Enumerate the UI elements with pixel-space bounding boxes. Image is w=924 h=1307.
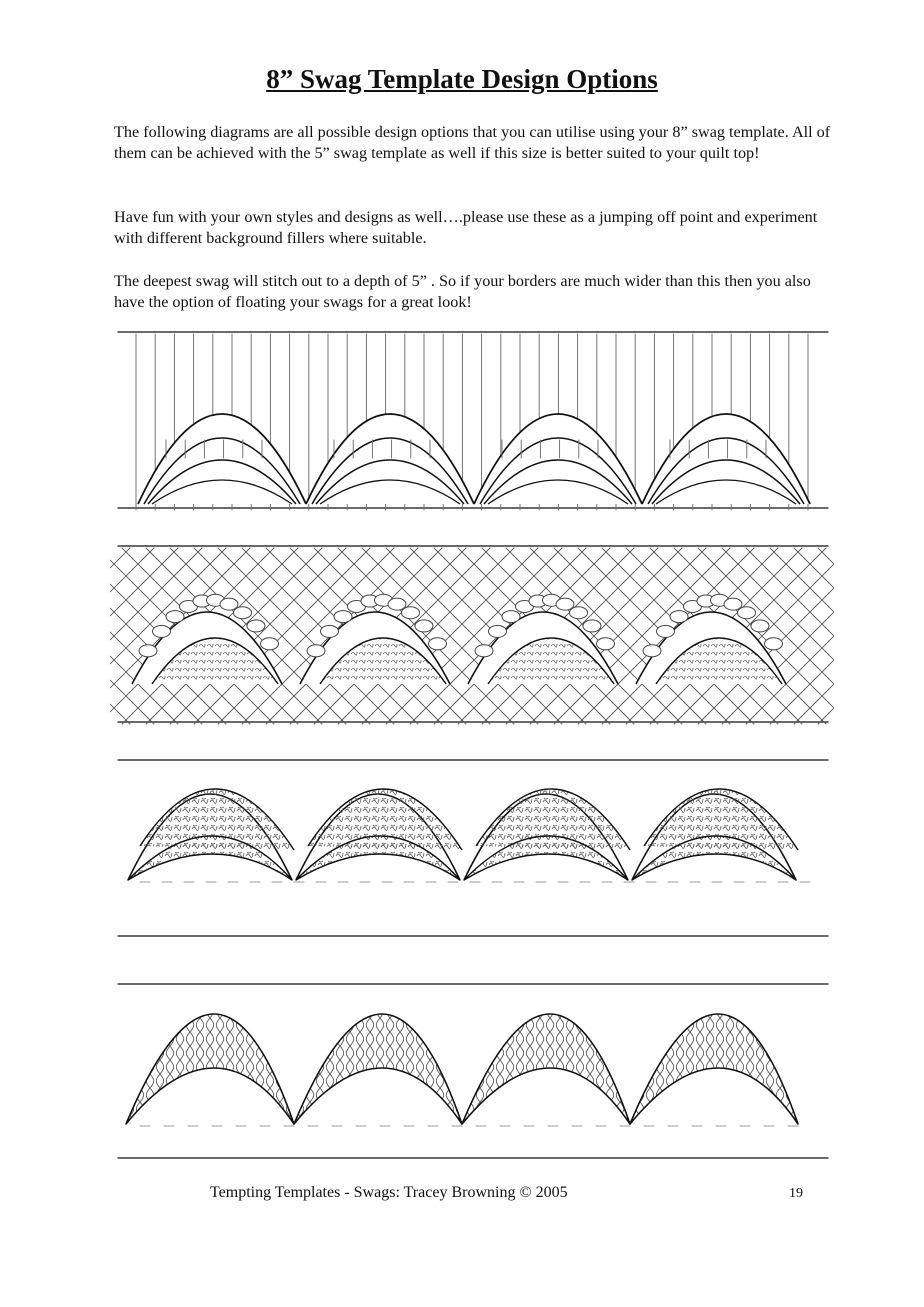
feather-plume bbox=[153, 625, 171, 637]
feather-plume bbox=[751, 620, 769, 632]
crosshatch-line bbox=[110, 548, 154, 724]
feather-plume bbox=[670, 611, 688, 623]
loop-filled-swag bbox=[126, 1014, 294, 1124]
feather-plume bbox=[220, 598, 238, 610]
feather-plume bbox=[502, 611, 520, 623]
swag-diagram-loop-fill bbox=[110, 976, 834, 1166]
feather-plume bbox=[402, 607, 420, 619]
crosshatch-line bbox=[770, 548, 834, 724]
feather-plume bbox=[321, 625, 339, 637]
feather-plume bbox=[166, 611, 184, 623]
feather-plume bbox=[643, 645, 661, 657]
depth-paragraph: The deepest swag will stitch out to a depth of 5” . So if your borders are much wider than this then you also have the option of floating your swags for a great look! bbox=[114, 272, 811, 311]
loop-filled-swag bbox=[294, 1014, 462, 1124]
feather-plume bbox=[489, 625, 507, 637]
feather-plume bbox=[597, 638, 615, 650]
crosshatch-line bbox=[110, 548, 154, 724]
page-number: 19 bbox=[789, 1186, 803, 1201]
loop-filled-swag bbox=[462, 1014, 630, 1124]
feather-plume bbox=[657, 625, 675, 637]
feather-plume bbox=[556, 598, 574, 610]
loop-filled-swag bbox=[630, 1014, 798, 1124]
feather-plume bbox=[429, 638, 447, 650]
feather-plume bbox=[334, 611, 352, 623]
feather-plume bbox=[415, 620, 433, 632]
feather-plume bbox=[307, 645, 325, 657]
feather-plume bbox=[139, 645, 157, 657]
feather-plume bbox=[247, 620, 265, 632]
crosshatch-line bbox=[770, 548, 834, 724]
swag-diagram-crosshatch-feathers bbox=[110, 538, 834, 732]
swag-diagram-double-stipple bbox=[110, 752, 834, 944]
feather-plume bbox=[388, 598, 406, 610]
feather-plume bbox=[738, 607, 756, 619]
page-title: 8” Swag Template Design Options bbox=[266, 64, 658, 94]
intro-paragraph: The following diagrams are all possible design options that you can utilise using your 8” swag template. All of them can be achieved with the 5” swag template as well if this size is better suited to your quilt top! bbox=[114, 123, 831, 162]
feather-plume bbox=[570, 607, 588, 619]
feather-plume bbox=[583, 620, 601, 632]
feather-plume bbox=[261, 638, 279, 650]
styles-paragraph: Have fun with your own styles and designs as well….please use these as a jumping off point and experiment with different background fillers where suitable. bbox=[114, 208, 818, 247]
feather-plume bbox=[475, 645, 493, 657]
feather-plume bbox=[724, 598, 742, 610]
swag-diagram-vertical-lines bbox=[110, 324, 834, 520]
feather-plume bbox=[234, 607, 252, 619]
footer-credit: Tempting Templates - Swags: Tracey Browning © 2005 bbox=[210, 1184, 568, 1201]
feather-plume bbox=[765, 638, 783, 650]
